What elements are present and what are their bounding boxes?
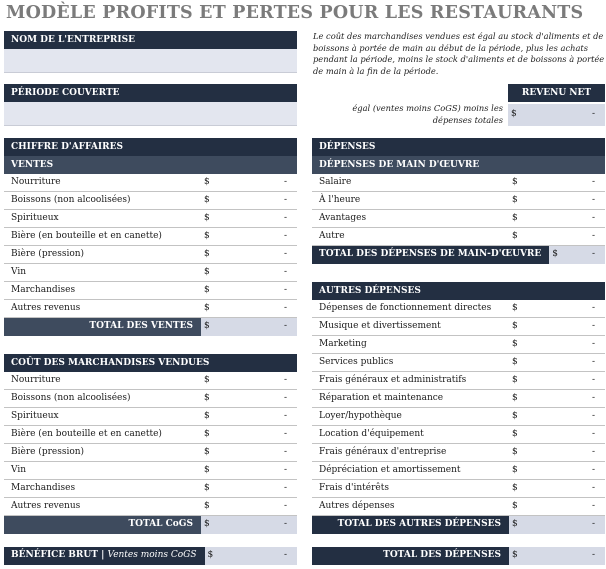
amount: - <box>283 429 287 439</box>
table-row <box>4 372 297 390</box>
amount: - <box>591 339 595 349</box>
table-row <box>4 192 297 210</box>
currency-symbol: $ <box>204 213 210 223</box>
row-value[interactable] <box>509 336 605 353</box>
amount: - <box>591 195 595 205</box>
amount: - <box>591 447 595 457</box>
currency-symbol: $ <box>204 249 210 259</box>
amount: - <box>283 519 287 529</box>
table-row <box>312 480 605 498</box>
currency-symbol: $ <box>204 267 210 277</box>
gross-profit-value[interactable] <box>205 547 297 565</box>
row-label: Boissons (non alcoolisées) <box>11 393 131 403</box>
row-label: Autre <box>319 231 345 241</box>
sales-total-row <box>4 318 297 336</box>
currency-symbol: $ <box>204 393 210 403</box>
row-value[interactable] <box>201 480 297 497</box>
row-value[interactable] <box>201 228 297 245</box>
other-expenses-header: AUTRES DÉPENSES <box>312 282 605 300</box>
table-row <box>312 174 605 192</box>
row-label: Autres revenus <box>11 501 81 511</box>
row-label: Bière (pression) <box>11 447 85 457</box>
amount: - <box>591 429 595 439</box>
row-label: Spiritueux <box>11 411 59 421</box>
sales-header: VENTES <box>4 156 297 174</box>
net-income-value[interactable] <box>508 104 605 126</box>
row-value[interactable] <box>201 462 297 479</box>
net-income-box <box>508 84 605 102</box>
other-expenses-total-label: TOTAL DES AUTRES DÉPENSES <box>312 516 509 534</box>
gross-profit-label <box>4 547 205 565</box>
table-row <box>312 318 605 336</box>
currency-symbol: $ <box>552 249 558 259</box>
row-value[interactable] <box>509 354 605 371</box>
amount: - <box>283 483 287 493</box>
amount: - <box>591 213 595 223</box>
row-value[interactable] <box>201 372 297 389</box>
table-row <box>4 300 297 318</box>
currency-symbol: $ <box>204 375 210 385</box>
gross-profit-row <box>4 547 297 565</box>
amount: - <box>591 501 595 511</box>
period-field[interactable] <box>4 102 297 126</box>
total-expenses-row <box>312 547 605 565</box>
currency-symbol: $ <box>207 550 214 560</box>
net-income-description: égal (ventes moins CoGS) moins les dépenses totales <box>352 103 503 125</box>
table-row <box>4 228 297 246</box>
row-label: Nourriture <box>11 177 61 187</box>
row-value[interactable] <box>201 444 297 461</box>
labor-total-row <box>312 246 605 264</box>
currency-symbol: $ <box>204 177 210 187</box>
row-label: Frais généraux d'entreprise <box>319 447 447 457</box>
amount: - <box>283 465 287 475</box>
row-value[interactable] <box>201 264 297 281</box>
row-value[interactable] <box>201 174 297 191</box>
currency-symbol: $ <box>512 393 518 403</box>
row-value[interactable] <box>201 300 297 317</box>
row-label: Salaire <box>319 177 352 187</box>
amount: - <box>283 177 287 187</box>
table-row <box>312 390 605 408</box>
row-label: Réparation et maintenance <box>319 393 444 403</box>
total-expenses-label: TOTAL DES DÉPENSES <box>312 547 509 565</box>
row-label: Frais généraux et administratifs <box>319 375 467 385</box>
row-value[interactable] <box>201 282 297 299</box>
cogs-total-label: TOTAL CoGS <box>4 516 201 534</box>
currency-symbol: $ <box>512 339 518 349</box>
company-section <box>4 31 297 73</box>
currency-symbol: $ <box>512 213 518 223</box>
row-value[interactable] <box>509 228 605 245</box>
row-value[interactable] <box>509 192 605 209</box>
row-value[interactable] <box>201 390 297 407</box>
currency-symbol: $ <box>512 465 518 475</box>
currency-symbol: $ <box>512 357 518 367</box>
expenses-header: DÉPENSES <box>312 138 605 156</box>
revenue-header: CHIFFRE D'AFFAIRES <box>4 138 297 156</box>
other-expenses-section <box>312 282 605 534</box>
currency-symbol: $ <box>204 501 210 511</box>
amount: - <box>283 267 287 277</box>
row-value[interactable] <box>201 246 297 263</box>
sales-total-label: TOTAL DES VENTES <box>4 318 201 336</box>
row-value[interactable] <box>509 498 605 515</box>
amount: - <box>283 447 287 457</box>
table-row <box>4 498 297 516</box>
row-value[interactable] <box>201 426 297 443</box>
sales-total-value[interactable] <box>201 318 297 336</box>
row-value[interactable] <box>509 318 605 335</box>
currency-symbol: $ <box>511 109 517 119</box>
currency-symbol: $ <box>512 519 518 529</box>
table-row <box>4 246 297 264</box>
currency-symbol: $ <box>512 195 518 205</box>
labor-header: DÉPENSES DE MAIN D'ŒUVRE <box>312 156 605 174</box>
table-row <box>4 480 297 498</box>
row-label: Spiritueux <box>11 213 59 223</box>
amount: - <box>591 231 595 241</box>
other-expenses-total-value[interactable] <box>509 516 605 534</box>
row-value[interactable] <box>509 444 605 461</box>
currency-symbol: $ <box>512 483 518 493</box>
row-value[interactable] <box>509 174 605 191</box>
table-row <box>4 282 297 300</box>
currency-symbol: $ <box>512 375 518 385</box>
table-row <box>4 408 297 426</box>
amount: - <box>591 177 595 187</box>
table-row <box>312 210 605 228</box>
row-label: Dépréciation et amortissement <box>319 465 461 475</box>
amount: - <box>283 321 287 331</box>
row-label: Musique et divertissement <box>319 321 441 331</box>
table-row <box>4 462 297 480</box>
table-row <box>4 390 297 408</box>
amount: - <box>591 303 595 313</box>
row-label: À l'heure <box>319 195 361 205</box>
amount: - <box>591 357 595 367</box>
amount: - <box>591 393 595 403</box>
amount: - <box>283 213 287 223</box>
row-value[interactable] <box>509 390 605 407</box>
currency-symbol: $ <box>204 285 210 295</box>
row-label: Bière (en bouteille et en canette) <box>11 429 162 439</box>
row-label: Marchandises <box>11 285 76 295</box>
amount: - <box>283 249 287 259</box>
currency-symbol: $ <box>204 231 210 241</box>
currency-symbol: $ <box>204 465 210 475</box>
cogs-note: Le coût des marchandises vendues est égal au stock d'aliments et de boissons à portée de main au début de la période, plus les achats pendant la période, moins le stock d'aliments et de boissons à portée de main à la fin de la période. <box>313 31 605 76</box>
amount: - <box>591 519 595 529</box>
currency-symbol: $ <box>204 321 210 331</box>
table-row <box>312 408 605 426</box>
expenses-section <box>312 138 605 264</box>
currency-symbol: $ <box>204 195 210 205</box>
currency-symbol: $ <box>512 501 518 511</box>
row-label: Avantages <box>319 213 367 223</box>
table-row <box>4 174 297 192</box>
table-row <box>312 498 605 516</box>
table-row <box>312 462 605 480</box>
row-label: Marchandises <box>11 483 76 493</box>
amount: - <box>591 411 595 421</box>
currency-symbol: $ <box>204 519 210 529</box>
amount: - <box>591 483 595 493</box>
amount: - <box>283 393 287 403</box>
table-row <box>312 354 605 372</box>
labor-total-value[interactable] <box>549 246 605 264</box>
currency-symbol: $ <box>204 411 210 421</box>
revenue-section <box>4 138 297 336</box>
table-row <box>312 372 605 390</box>
row-value[interactable] <box>509 480 605 497</box>
row-value[interactable] <box>509 300 605 317</box>
row-value[interactable] <box>201 192 297 209</box>
amount: - <box>283 195 287 205</box>
company-label: NOM DE L'ENTREPRISE <box>4 31 297 49</box>
row-value[interactable] <box>509 372 605 389</box>
page-title: MODÈLE PROFITS ET PERTES POUR LES RESTAURANTS <box>6 3 584 23</box>
row-label: Loyer/hypothèque <box>319 411 402 421</box>
currency-symbol: $ <box>512 177 518 187</box>
table-row <box>312 426 605 444</box>
other-expenses-total-row <box>312 516 605 534</box>
total-expenses-value[interactable] <box>509 547 605 565</box>
table-row <box>312 228 605 246</box>
row-value[interactable] <box>509 462 605 479</box>
row-label: Vin <box>11 267 27 277</box>
gross-profit-section <box>4 547 297 565</box>
gross-profit-subtitle: Ventes moins CoGS <box>107 550 197 560</box>
row-label: Marketing <box>319 339 367 349</box>
currency-symbol: $ <box>512 429 518 439</box>
table-row <box>312 444 605 462</box>
period-label: PÉRIODE COUVERTE <box>4 84 297 102</box>
total-expenses-section <box>312 547 605 565</box>
row-value[interactable] <box>201 408 297 425</box>
row-value[interactable] <box>509 408 605 425</box>
amount: - <box>283 231 287 241</box>
currency-symbol: $ <box>204 303 210 313</box>
row-label: Location d'équipement <box>319 429 424 439</box>
table-row <box>4 264 297 282</box>
row-label: Bière (en bouteille et en canette) <box>11 231 162 241</box>
row-label: Services publics <box>319 357 394 367</box>
table-row <box>4 426 297 444</box>
table-row <box>4 210 297 228</box>
currency-symbol: $ <box>204 429 210 439</box>
row-label: Frais d'intérêts <box>319 483 389 493</box>
cogs-section <box>4 354 297 534</box>
currency-symbol: $ <box>204 447 210 457</box>
row-value[interactable] <box>201 498 297 515</box>
currency-symbol: $ <box>512 411 518 421</box>
amount: - <box>283 550 287 560</box>
amount: - <box>283 285 287 295</box>
table-row <box>312 300 605 318</box>
amount: - <box>591 109 595 119</box>
row-label: Boissons (non alcoolisées) <box>11 195 131 205</box>
company-field[interactable] <box>4 49 297 73</box>
period-section <box>4 84 297 126</box>
row-value[interactable] <box>509 210 605 227</box>
currency-symbol: $ <box>512 303 518 313</box>
row-label: Autres revenus <box>11 303 81 313</box>
cogs-total-row <box>4 516 297 534</box>
row-value[interactable] <box>201 210 297 227</box>
currency-symbol: $ <box>512 321 518 331</box>
net-income-label: REVENU NET <box>508 84 605 102</box>
amount: - <box>283 303 287 313</box>
amount: - <box>591 321 595 331</box>
row-label: Dépenses de fonctionnement directes <box>319 303 492 313</box>
amount: - <box>591 465 595 475</box>
labor-total-label: TOTAL DES DÉPENSES DE MAIN-D'ŒUVRE <box>312 246 549 264</box>
currency-symbol: $ <box>512 447 518 457</box>
amount: - <box>283 501 287 511</box>
amount: - <box>591 375 595 385</box>
table-row <box>312 336 605 354</box>
row-label: Bière (pression) <box>11 249 85 259</box>
row-label: Autres dépenses <box>319 501 395 511</box>
currency-symbol: $ <box>512 231 518 241</box>
amount: - <box>283 375 287 385</box>
separator: | <box>101 550 105 560</box>
currency-symbol: $ <box>204 483 210 493</box>
amount: - <box>591 550 595 560</box>
gross-profit-title: BÉNÉFICE BRUT <box>11 550 98 560</box>
table-row <box>4 444 297 462</box>
amount: - <box>283 411 287 421</box>
row-label: Vin <box>11 465 27 475</box>
row-label: Nourriture <box>11 375 61 385</box>
cogs-total-value[interactable] <box>201 516 297 534</box>
amount: - <box>591 249 595 259</box>
table-row <box>312 192 605 210</box>
currency-symbol: $ <box>512 550 518 560</box>
cogs-header: COÛT DES MARCHANDISES VENDUES <box>4 354 297 372</box>
row-value[interactable] <box>509 426 605 443</box>
